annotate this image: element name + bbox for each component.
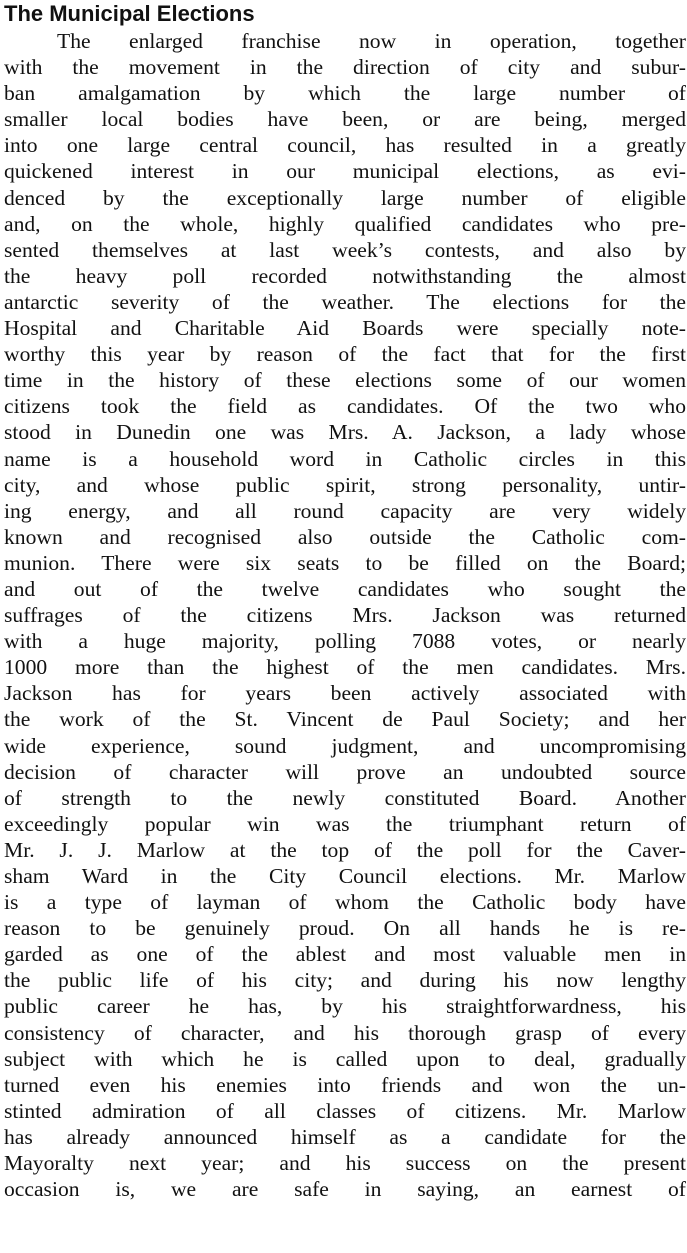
- article-line: with the movement in the direction of city and subur-: [4, 55, 686, 80]
- article-line: public career he has, by his straightforwardness, his: [4, 994, 686, 1019]
- article-line: stood in Dunedin one was Mrs. A. Jackson, a lady whose: [4, 420, 686, 445]
- article-line: citizens took the field as candidates. Of the two who: [4, 394, 686, 419]
- article-line: exceedingly popular win was the triumphant return of: [4, 811, 686, 836]
- article-line: sham Ward in the City Council elections. Mr. Marlow: [4, 864, 686, 888]
- article-line: has already announced himself as a candidate for the: [4, 1124, 686, 1149]
- article-line: ban amalgamation by which the large number of: [4, 81, 686, 106]
- article-line: with a huge majority, polling 7088 votes, or nearly: [4, 629, 686, 654]
- article-line: Mr. J. J. Marlow at the top of the poll for the Caver-: [4, 837, 686, 862]
- article-line: name is a household word in Catholic circles in this: [4, 446, 686, 471]
- article-line: turned even his enemies into friends and won the un-: [4, 1072, 686, 1097]
- article-body: [4, 28, 686, 1202]
- article-line: Hospital and Charitable Aid Boards were specially note-: [4, 316, 686, 341]
- article-line: the heavy poll recorded notwithstanding the almost: [4, 263, 686, 288]
- article-line: denced by the exceptionally large number of eligible: [4, 185, 686, 210]
- article-line: sented themselves at last week’s contests, and also by: [4, 237, 686, 262]
- article-line: into one large central council, has resulted in a greatly: [4, 133, 686, 158]
- article-line: and, on the whole, highly qualified candidates who pre-: [4, 211, 686, 236]
- article-line: garded as one of the ablest and most valuable men in: [4, 942, 686, 967]
- article-line: subject with which he is called upon to deal, gradually: [4, 1046, 686, 1071]
- article-line: known and recognised also outside the Catholic com-: [4, 524, 686, 549]
- article-line: quickened interest in our municipal elections, as evi-: [4, 159, 686, 184]
- article-line: is a type of layman of whom the Catholic body have: [4, 890, 686, 915]
- article-line: consistency of character, and his thorough grasp of every: [4, 1020, 686, 1045]
- article-line: smaller local bodies have been, or are being, merged: [4, 107, 686, 132]
- article-headline: The Municipal Elections: [4, 1, 255, 26]
- article-line: wide experience, sound judgment, and uncompromising: [4, 733, 686, 758]
- newspaper-column: [4, 0, 686, 1202]
- article-line: ing energy, and all round capacity are very widely: [4, 498, 686, 523]
- article-line: Jackson has for years been actively associated with: [4, 681, 686, 706]
- article-line: of strength to the newly constituted Board. Another: [4, 785, 686, 810]
- article-line: 1000 more than the highest of the men candidates. Mrs.: [4, 655, 686, 680]
- article-line: reason to be genuinely proud. On all hands he is re-: [4, 916, 686, 941]
- article-line: occasion is, we are safe in saying, an earnest of: [4, 1177, 686, 1202]
- article-line: suffrages of the citizens Mrs. Jackson was returned: [4, 603, 686, 628]
- article-line: the public life of his city; and during his now lengthy: [4, 968, 686, 993]
- article-line: and out of the twelve candidates who sought the: [4, 576, 686, 601]
- article-line: The enlarged franchise now in operation, together: [57, 29, 686, 53]
- article-line: Mayoralty next year; and his success on the present: [4, 1151, 686, 1176]
- article-line: time in the history of these elections some of our women: [4, 368, 686, 393]
- article-line: munion. There were six seats to be filled on the Board;: [4, 550, 686, 575]
- article-line: worthy this year by reason of the fact that for the first: [4, 342, 686, 367]
- article-line: stinted admiration of all classes of citizens. Mr. Marlow: [4, 1098, 686, 1123]
- article-line: city, and whose public spirit, strong personality, untir-: [4, 472, 686, 497]
- article-line: antarctic severity of the weather. The elections for the: [4, 289, 686, 314]
- article-line: decision of character will prove an undoubted source: [4, 759, 686, 784]
- article-line: the work of the St. Vincent de Paul Society; and her: [4, 707, 686, 732]
